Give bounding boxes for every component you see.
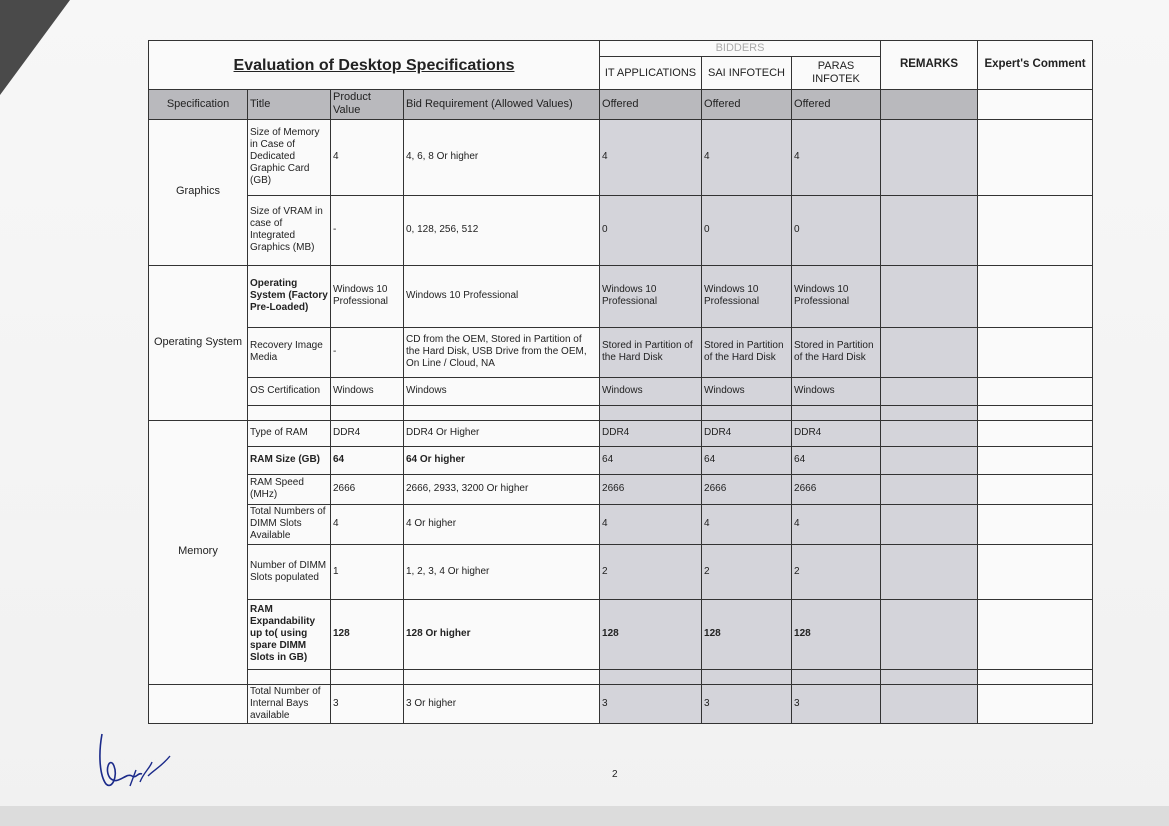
row-requirement: Windows 10 Professional [404, 265, 600, 327]
row-title: RAM Size (GB) [248, 446, 331, 474]
table-row [149, 474, 1093, 504]
row-offered-2: Windows [702, 377, 792, 405]
row-remarks [881, 119, 978, 195]
row-product-value: - [331, 327, 404, 377]
row-remarks [881, 504, 978, 544]
table-row [149, 504, 1093, 544]
row-offered-2: Stored in Partition of the Hard Disk [702, 327, 792, 377]
row-remarks [881, 327, 978, 377]
blank-cell [881, 405, 978, 420]
remarks-header: REMARKS [881, 41, 978, 90]
row-offered-3: 128 [792, 599, 881, 669]
row-title: Recovery Image Media [248, 327, 331, 377]
row-offered-3: 64 [792, 446, 881, 474]
col-expert [978, 90, 1093, 119]
row-expert [978, 420, 1093, 446]
row-product-value: Windows 10 Professional [331, 265, 404, 327]
row-remarks [881, 377, 978, 405]
row-offered-1: 64 [600, 446, 702, 474]
row-offered-1: 3 [600, 684, 702, 723]
group-memory: Memory [149, 420, 248, 684]
row-offered-3: Windows [792, 377, 881, 405]
row-requirement: 3 Or higher [404, 684, 600, 723]
row-remarks [881, 195, 978, 265]
row-offered-2: 128 [702, 599, 792, 669]
table-row-blank [149, 669, 1093, 684]
col-bid-requirement: Bid Requirement (Allowed Values) [404, 90, 600, 119]
group-graphics: Graphics [149, 119, 248, 265]
row-product-value: - [331, 195, 404, 265]
table-row [149, 599, 1093, 669]
blank-cell [600, 669, 702, 684]
row-offered-2: 0 [702, 195, 792, 265]
blank-cell [792, 669, 881, 684]
row-offered-3: DDR4 [792, 420, 881, 446]
row-offered-3: Windows 10 Professional [792, 265, 881, 327]
row-offered-2: 64 [702, 446, 792, 474]
col-title: Title [248, 90, 331, 119]
row-requirement: 1, 2, 3, 4 Or higher [404, 544, 600, 599]
row-offered-1: 2 [600, 544, 702, 599]
row-title: Total Numbers of DIMM Slots Available [248, 504, 331, 544]
blank-cell [404, 669, 600, 684]
table-row [149, 195, 1093, 265]
row-product-value: 2666 [331, 474, 404, 504]
bidders-label: BIDDERS [600, 41, 881, 57]
col-offered-1: Offered [600, 90, 702, 119]
row-requirement: 128 Or higher [404, 599, 600, 669]
blank-cell [978, 669, 1093, 684]
blank-cell [600, 405, 702, 420]
row-title: OS Certification [248, 377, 331, 405]
blank-cell [881, 669, 978, 684]
row-offered-1: 4 [600, 504, 702, 544]
col-offered-3: Offered [792, 90, 881, 119]
row-offered-2: Windows 10 Professional [702, 265, 792, 327]
page-corner-fold [0, 0, 70, 95]
blank-cell [404, 405, 600, 420]
table-row [149, 446, 1093, 474]
row-requirement: 64 Or higher [404, 446, 600, 474]
bidder-it-applications: IT APPLICATIONS [600, 57, 702, 90]
row-title: Number of DIMM Slots populated [248, 544, 331, 599]
row-title: RAM Expandability up to( using spare DIMM Slots in GB) [248, 599, 331, 669]
table-row [149, 119, 1093, 195]
col-specification: Specification [149, 90, 248, 119]
col-remarks [881, 90, 978, 119]
col-offered-2: Offered [702, 90, 792, 119]
blank-cell [248, 669, 331, 684]
row-offered-2: DDR4 [702, 420, 792, 446]
row-product-value: 3 [331, 684, 404, 723]
blank-cell [978, 405, 1093, 420]
row-offered-2: 4 [702, 119, 792, 195]
row-offered-3: 2666 [792, 474, 881, 504]
row-expert [978, 265, 1093, 327]
row-remarks [881, 684, 978, 723]
row-remarks [881, 265, 978, 327]
evaluation-table [148, 40, 1093, 724]
row-product-value: 64 [331, 446, 404, 474]
row-expert [978, 377, 1093, 405]
row-product-value: 4 [331, 504, 404, 544]
table-row-blank [149, 405, 1093, 420]
row-requirement: DDR4 Or Higher [404, 420, 600, 446]
expert-comment-header: Expert's Comment [978, 41, 1093, 90]
row-expert [978, 327, 1093, 377]
row-requirement: 4 Or higher [404, 504, 600, 544]
row-offered-3: 4 [792, 119, 881, 195]
group-operating-system: Operating System [149, 265, 248, 420]
row-offered-3: 0 [792, 195, 881, 265]
row-product-value: Windows [331, 377, 404, 405]
table-row [149, 327, 1093, 377]
row-offered-3: 4 [792, 504, 881, 544]
blank-cell [702, 405, 792, 420]
row-offered-1: 0 [600, 195, 702, 265]
row-expert [978, 474, 1093, 504]
row-expert [978, 119, 1093, 195]
row-remarks [881, 544, 978, 599]
row-remarks [881, 599, 978, 669]
row-offered-1: 4 [600, 119, 702, 195]
bidder-sai-infotech: SAI INFOTECH [702, 57, 792, 90]
row-expert [978, 446, 1093, 474]
blank-cell [331, 405, 404, 420]
row-product-value: 1 [331, 544, 404, 599]
handwritten-signature [92, 726, 182, 796]
row-offered-3: 2 [792, 544, 881, 599]
row-offered-2: 3 [702, 684, 792, 723]
row-expert [978, 504, 1093, 544]
row-remarks [881, 474, 978, 504]
row-title: Operating System (Factory Pre-Loaded) [248, 265, 331, 327]
row-offered-2: 2 [702, 544, 792, 599]
row-product-value: 4 [331, 119, 404, 195]
blank-cell [248, 405, 331, 420]
row-offered-1: 2666 [600, 474, 702, 504]
row-remarks [881, 446, 978, 474]
blank-cell [702, 669, 792, 684]
row-requirement: 2666, 2933, 3200 Or higher [404, 474, 600, 504]
row-requirement: CD from the OEM, Stored in Partition of the Hard Disk, USB Drive from the OEM, On Line / Cloud, NA [404, 327, 600, 377]
table-row [149, 544, 1093, 599]
row-offered-1: Windows [600, 377, 702, 405]
bidder-paras-infotek: PARAS INFOTEK [792, 57, 881, 90]
row-title: RAM Speed (MHz) [248, 474, 331, 504]
row-product-value: DDR4 [331, 420, 404, 446]
group-storage [149, 684, 248, 723]
row-offered-2: 4 [702, 504, 792, 544]
row-title: Size of VRAM in case of Integrated Graphics (MB) [248, 195, 331, 265]
table-row [149, 420, 1093, 446]
row-offered-1: Windows 10 Professional [600, 265, 702, 327]
row-title: Size of Memory in Case of Dedicated Graphic Card (GB) [248, 119, 331, 195]
row-expert [978, 684, 1093, 723]
table-row [149, 684, 1093, 723]
row-expert [978, 544, 1093, 599]
scan-bottom-edge [0, 806, 1169, 826]
row-title: Type of RAM [248, 420, 331, 446]
page-title: Evaluation of Desktop Specifications [149, 41, 600, 90]
row-title: Total Number of Internal Bays available [248, 684, 331, 723]
row-expert [978, 599, 1093, 669]
row-offered-1: Stored in Partition of the Hard Disk [600, 327, 702, 377]
row-remarks [881, 420, 978, 446]
row-offered-1: 128 [600, 599, 702, 669]
page-number: 2 [612, 769, 618, 780]
row-offered-3: Stored in Partition of the Hard Disk [792, 327, 881, 377]
table-row [149, 377, 1093, 405]
row-requirement: 0, 128, 256, 512 [404, 195, 600, 265]
blank-cell [331, 669, 404, 684]
row-expert [978, 195, 1093, 265]
blank-cell [792, 405, 881, 420]
row-requirement: 4, 6, 8 Or higher [404, 119, 600, 195]
row-product-value: 128 [331, 599, 404, 669]
row-offered-2: 2666 [702, 474, 792, 504]
row-requirement: Windows [404, 377, 600, 405]
table-row [149, 265, 1093, 327]
col-product-value: Product Value [331, 90, 404, 119]
row-offered-1: DDR4 [600, 420, 702, 446]
row-offered-3: 3 [792, 684, 881, 723]
